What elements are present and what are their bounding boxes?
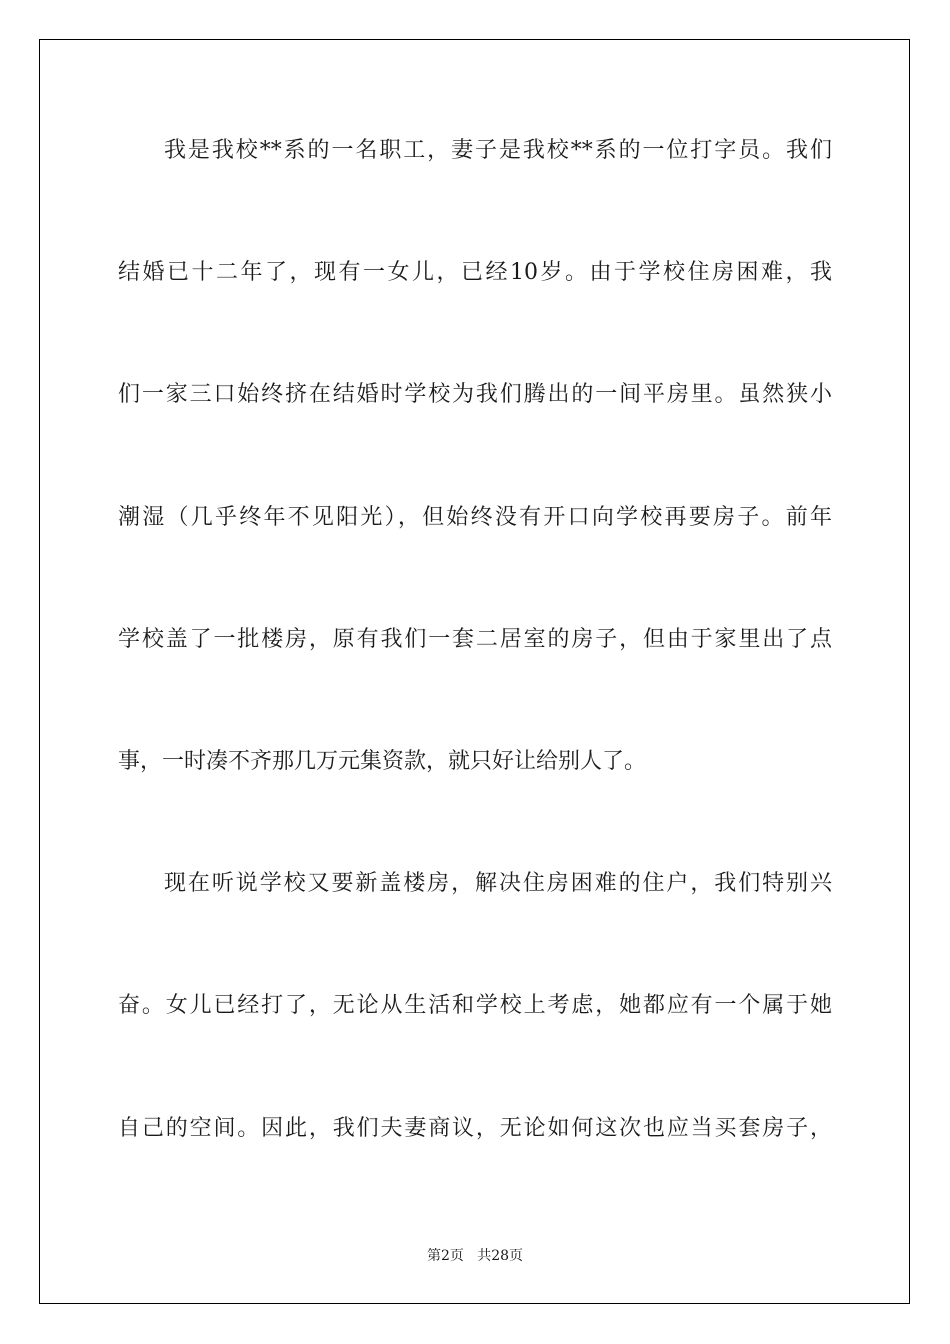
paragraph-1-line-1: 我是我校**系的一名职工，妻子是我校**系的一位打字员。我们: [164, 138, 832, 163]
paragraph-1-line-4: 潮湿（几乎终年不见阳光），但始终没有开口向学校再要房子。前年: [118, 505, 832, 530]
paragraph-1-line-6: 事，一时凑不齐那几万元集资款，就只好让给别人了。: [118, 749, 647, 774]
paragraph-1-line-2: 结婚已十二年了，现有一女儿，已经10岁。由于学校住房困难，我: [118, 260, 832, 285]
page-number-footer: 第2页 共28页: [426, 1248, 524, 1264]
paragraph-2-line-2: 奋。女儿已经打了，无论从生活和学校上考虑，她都应有一个属于她: [118, 993, 832, 1018]
paragraph-2-line-3: 自己的空间。因此，我们夫妻商议，无论如何这次也应当买套房子，: [118, 1116, 832, 1141]
paragraph-1-line-5: 学校盖了一批楼房，原有我们一套二居室的房子，但由于家里出了点: [118, 627, 832, 652]
paragraph-2-line-1: 现在听说学校又要新盖楼房，解决住房困难的住户，我们特别兴: [164, 871, 832, 896]
paragraph-1-line-3: 们一家三口始终挤在结婚时学校为我们腾出的一间平房里。虽然狭小: [118, 382, 832, 407]
